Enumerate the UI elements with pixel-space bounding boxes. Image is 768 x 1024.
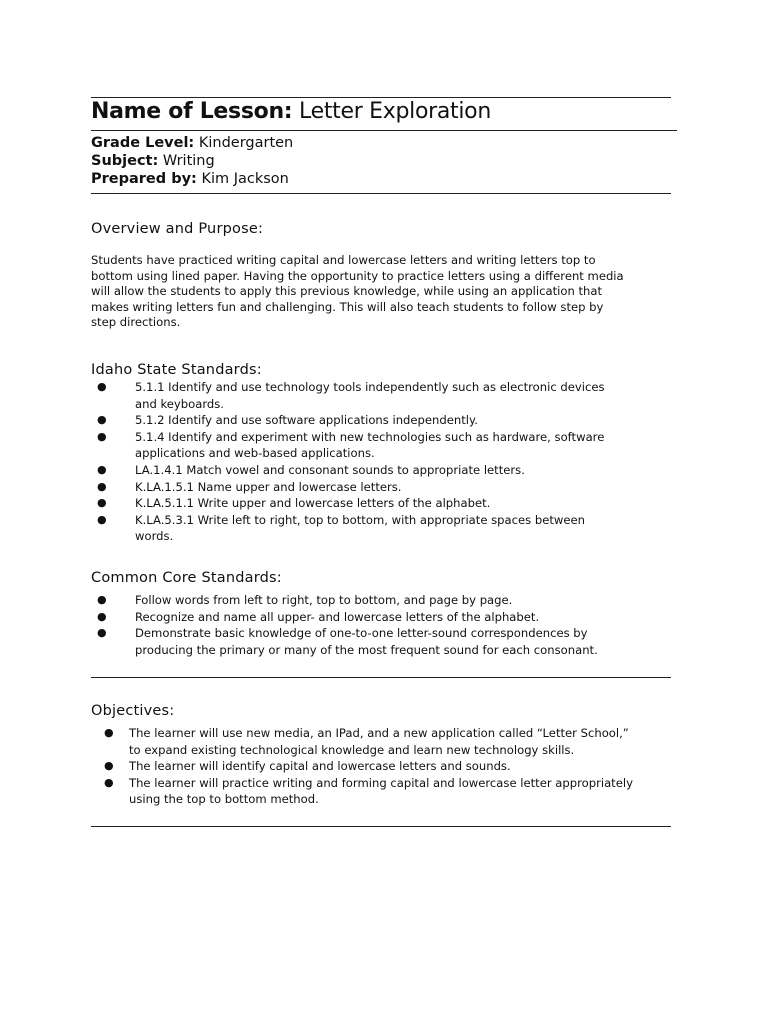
overview-line: will allow the students to apply this previous knowledge, while using an application that [91,284,603,299]
list-item [91,495,671,512]
overview-line: step directions. [91,315,181,330]
overview-line: bottom using lined paper. Having the opportunity to practice letters using a different media [91,268,624,283]
list-item-text-cont: producing the primary or many of the most frequent sound for each consonant. [135,642,598,657]
list-item-text: Recognize and name all upper- and lowercase letters of the alphabet. [135,609,540,624]
bullet-icon: ● [97,479,107,493]
grade-level-line [91,134,293,152]
bullet-icon: ● [97,609,107,623]
bullet-icon: ● [104,726,114,739]
list-item-text: The learner will practice writing and forming capital and lowercase letter appropriately [129,775,633,790]
subject-line [91,152,215,170]
list-item-text-cont: words. [135,529,174,544]
list-item-text: K.LA.5.1.1 Write upper and lowercase letters of the alphabet. [135,496,491,511]
list-item [91,429,671,462]
bullet-icon: ● [97,380,107,393]
lesson-title [91,98,491,126]
lesson-label: Name of Lesson: [91,99,293,124]
list-item [91,625,671,658]
list-item [91,512,671,545]
list-item-text: K.LA.5.3.1 Write left to right, top to bottom, with appropriate spaces between [135,512,586,527]
list-item-text-cont: and keyboards. [135,396,224,411]
bullet-icon: ● [104,775,114,789]
common-core-list [91,592,671,658]
list-item-text-cont: to expand existing technological knowledge and learn new technology skills. [129,742,575,757]
list-item-text-cont: applications and web-based applications. [135,446,375,461]
prepared-by-line [91,170,289,188]
bullet-icon: ● [97,462,107,476]
list-item [91,379,671,412]
objectives-heading: Objectives: [91,703,175,719]
list-item-text: The learner will identify capital and lowercase letters and sounds. [129,759,511,774]
list-item-text: 5.1.4 Identify and experiment with new technologies such as hardware, software [135,429,605,444]
list-item-text: The learner will use new media, an IPad, and a new application called “Letter School,” [129,726,629,740]
header-bottom-rule [91,193,671,194]
objectives-bottom-rule [91,826,671,827]
list-item [91,609,671,626]
list-item-text: Demonstrate basic knowledge of one-to-one letter-sound correspondences by [135,626,588,641]
bullet-icon: ● [97,593,107,606]
overview-heading: Overview and Purpose: [91,221,264,237]
prepared-by-value: Kim Jackson [201,171,289,187]
subject-value: Writing [162,153,215,169]
objectives-list [91,725,676,808]
bullet-icon: ● [97,496,107,510]
common-core-heading: Common Core Standards: [91,570,282,586]
grade-level-label: Grade Level: [91,135,195,151]
overview-line: makes writing letters fun and challenging. This will also teach students to follow step by [91,299,604,314]
grade-level-value: Kindergarten [198,135,294,151]
list-item-text: 5.1.2 Identify and use software applications independently. [135,413,478,428]
list-item [91,725,676,758]
list-item-text: 5.1.1 Identify and use technology tools independently such as electronic devices [135,380,605,394]
list-item-text-cont: using the top to bottom method. [129,792,319,807]
subject-label: Subject: [91,153,159,169]
list-item [91,592,671,609]
list-item [91,412,671,429]
list-item-text: K.LA.1.5.1 Name upper and lowercase letters. [135,479,402,494]
list-item [91,758,676,775]
overview-paragraph [91,253,671,331]
bullet-icon: ● [97,626,107,640]
bullet-icon: ● [97,413,107,427]
bullet-icon: ● [97,512,107,526]
prepared-by-label: Prepared by: [91,171,197,187]
list-item-text: Follow words from left to right, top to bottom, and page by page. [135,593,513,607]
overview-line: Students have practiced writing capital and lowercase letters and writing letters top to [91,253,596,267]
bullet-icon: ● [104,759,114,773]
lesson-value: Letter Exploration [299,99,491,124]
idaho-standards-list [91,379,671,545]
list-item-text: LA.1.4.1 Match vowel and consonant sounds to appropriate letters. [135,462,525,477]
list-item [91,775,676,808]
bullet-icon: ● [97,429,107,443]
idaho-standards-heading: Idaho State Standards: [91,362,262,378]
title-rule [91,130,677,131]
common-core-bottom-rule [91,677,671,678]
list-item [91,462,671,479]
list-item [91,479,671,496]
